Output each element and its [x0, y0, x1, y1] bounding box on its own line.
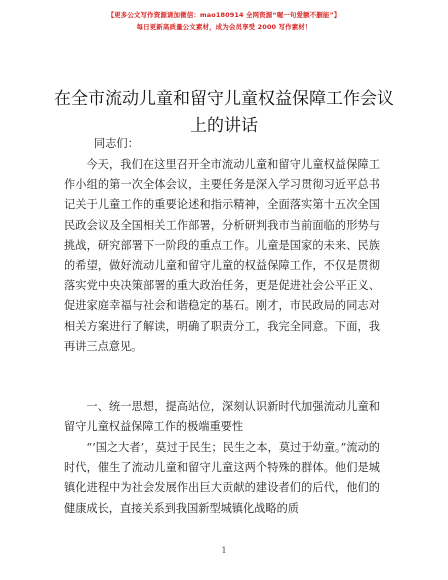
greeting: 同志们：	[94, 137, 139, 150]
promo-banner-line-1: 【更多公文写作资源请加微信：mao180914 全网资源“喔一句爱额不删能”】	[107, 11, 341, 19]
page-number: 1	[221, 546, 227, 555]
section-heading-1: 一、统一思想，提高站位，深刻认识新时代加强流动儿童和留守儿童权益保障工作的极端重要性	[64, 400, 380, 434]
document-title: 在全市流动儿童和留守儿童权益保障工作会议上的讲话	[54, 89, 394, 136]
paragraph-intro: 今天，我们在这里召开全市流动儿童和留守儿童权益保障工作小组的第一次全体会议，主要任务是深入学习贯彻习近平总书记关于儿童工作的重要论述和指示精神，全面落实第十五次全国民政会议及全国相关工作部署，分析研判我市当前面临的形势与挑战，研究部署下一阶段的重点工作。儿童是国家的未来、民族的希望，做好流动儿童和留守儿童的权益保障工作，不仅是贯彻落实党中央决策部署的重大政治任务，更是促进社会公平正义、促进家庭幸福与社会和谐稳定的基石。刚才，市民政局的同志对相关方案进行了解读，明确了职责分工，我完全同意。下面，我再讲三点意见。	[64, 158, 380, 353]
promo-banner-line-2: 每日更新高质量公文素材，成为会员享受 2000 写作素材！	[136, 23, 312, 31]
paragraph-section-1: “‘国之大者’，莫过于民生；民生之本，莫过于幼童。”流动的时代，催生了流动儿童和留守儿童这两个特殊的群体。他们是城镇化进程中为社会发展作出巨大贡献的建设者们的后代，他们的健康成长，直接关系到我国新型城镇化战略的质	[64, 441, 380, 515]
